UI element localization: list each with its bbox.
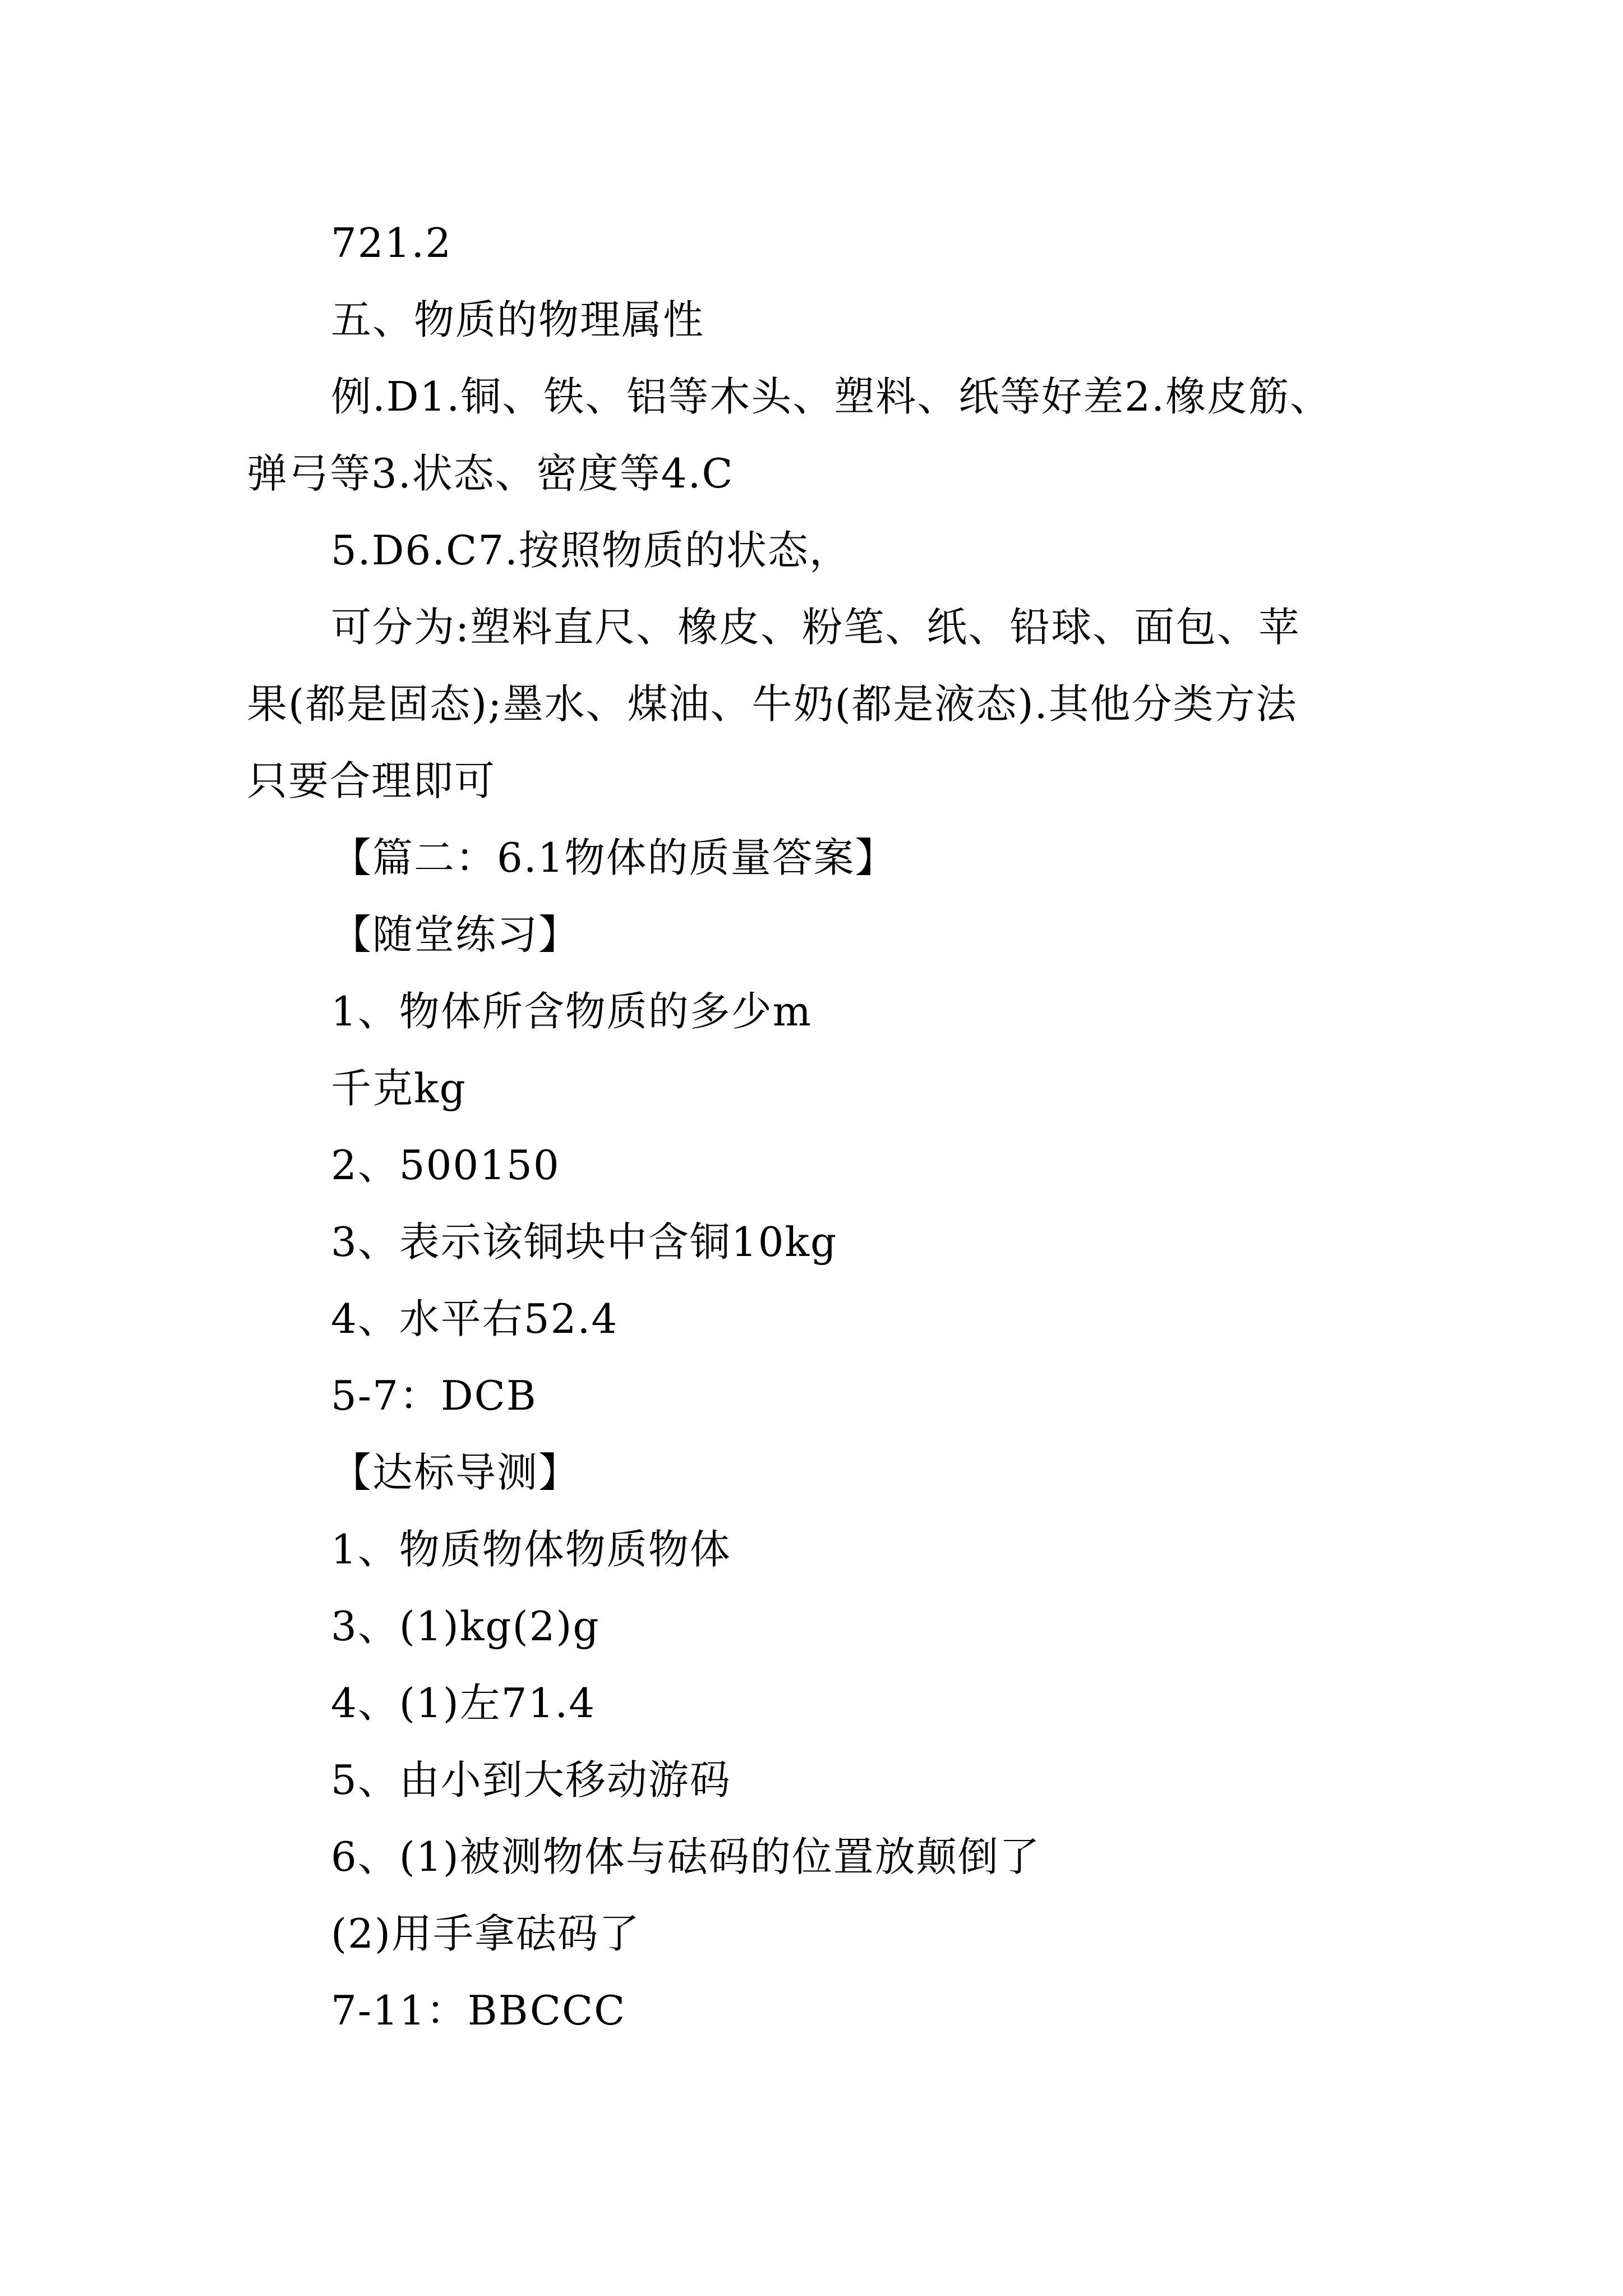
text-line: 5.D6.C7.按照物质的状态，	[331, 527, 851, 574]
section-heading: 五、物质的物理属性	[331, 296, 705, 343]
section-heading: 【篇二：6.1物体的质量答案】	[331, 834, 897, 881]
section-heading: 【随堂练习】	[331, 911, 580, 958]
text-line: 5、由小到大移动游码	[331, 1756, 731, 1803]
text-line: 1、物质物体物质物体	[331, 1526, 731, 1573]
text-line: 只要合理即可	[247, 757, 496, 804]
text-line: (2)用手拿砝码了	[331, 1910, 640, 1957]
text-line: 7-11：BBCCC	[331, 1987, 626, 2034]
text-line: 千克kg	[331, 1065, 467, 1112]
text-line: 4、水平右52.4	[331, 1295, 619, 1342]
text-line: 例.D1.铜、铁、铝等木头、塑料、纸等好差2.橡皮筋、	[331, 373, 1332, 420]
text-line: 弹弓等3.状态、密度等4.C	[247, 450, 734, 497]
text-line: 3、(1)kg(2)g	[331, 1603, 600, 1650]
text-line: 3、表示该铜块中含铜10kg	[331, 1218, 838, 1266]
text-line: 721.2	[331, 219, 453, 266]
text-line: 可分为:塑料直尺、橡皮、粉笔、纸、铅球、面包、苹	[331, 604, 1301, 651]
text-line: 2、500150	[331, 1142, 560, 1189]
text-line: 1、物体所含物质的多少m	[331, 988, 813, 1035]
text-line: 果(都是固态);墨水、煤油、牛奶(都是液态).其他分类方法	[247, 680, 1298, 728]
section-heading: 【达标导测】	[331, 1449, 580, 1496]
text-line: 5-7：DCB	[331, 1372, 537, 1419]
text-line: 4、(1)左71.4	[331, 1680, 596, 1727]
text-line: 6、(1)被测物体与砝码的位置放颠倒了	[331, 1833, 1041, 1880]
